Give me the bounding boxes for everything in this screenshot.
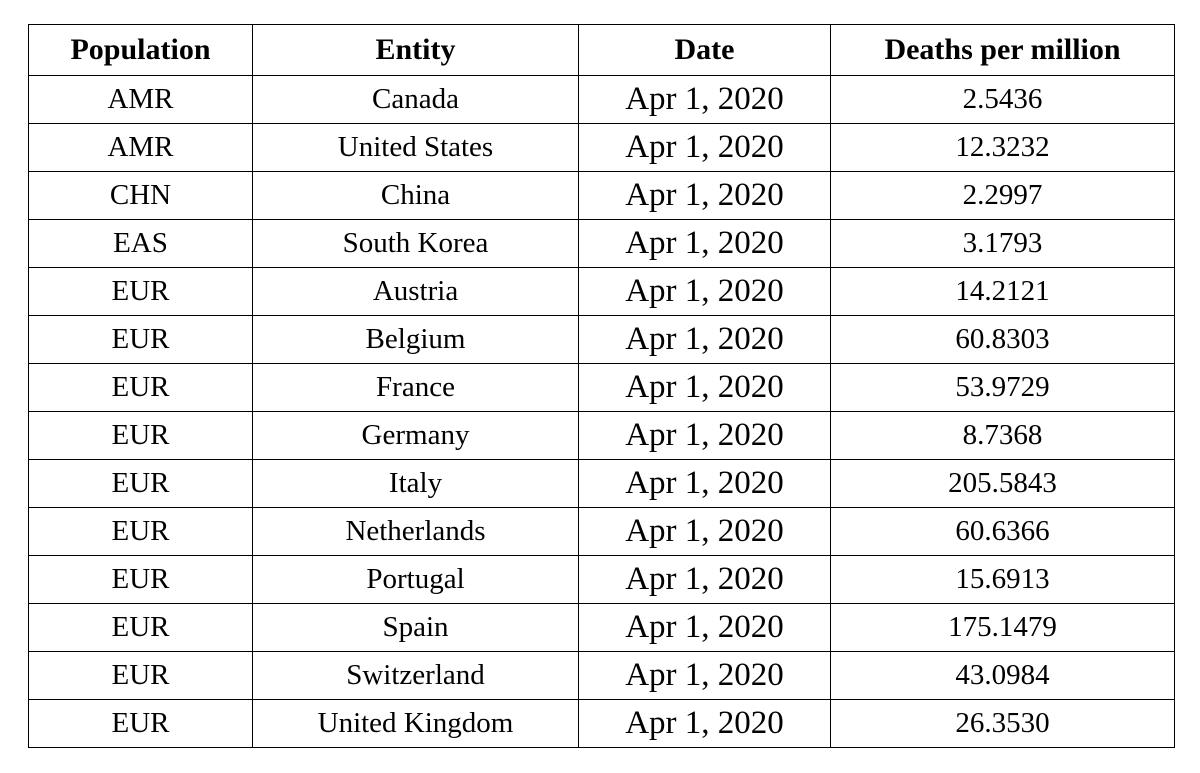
entity-cell: Austria (253, 268, 579, 316)
entity-cell: Netherlands (253, 508, 579, 556)
table-row (29, 268, 1175, 316)
table-row (29, 412, 1175, 460)
population-cell: EUR (29, 604, 253, 652)
date-cell: Apr 1, 2020 (579, 172, 831, 220)
entity-cell: United States (253, 124, 579, 172)
entity-cell: Portugal (253, 556, 579, 604)
table-row (29, 364, 1175, 412)
population-cell: EUR (29, 508, 253, 556)
date-cell: Apr 1, 2020 (579, 508, 831, 556)
population-cell: EUR (29, 412, 253, 460)
population-cell: EUR (29, 364, 253, 412)
population-cell: EUR (29, 460, 253, 508)
population-cell: AMR (29, 124, 253, 172)
population-cell: EUR (29, 652, 253, 700)
deaths-per-million-cell: 53.9729 (831, 364, 1175, 412)
entity-cell: France (253, 364, 579, 412)
entity-cell: Switzerland (253, 652, 579, 700)
column-header-population: Population (29, 25, 253, 76)
date-cell: Apr 1, 2020 (579, 364, 831, 412)
population-cell: AMR (29, 76, 253, 124)
table-row (29, 220, 1175, 268)
header-row (29, 25, 1175, 76)
date-cell: Apr 1, 2020 (579, 220, 831, 268)
deaths-per-million-cell: 12.3232 (831, 124, 1175, 172)
deaths-per-million-cell: 8.7368 (831, 412, 1175, 460)
date-cell: Apr 1, 2020 (579, 124, 831, 172)
population-cell: EUR (29, 316, 253, 364)
column-header-entity: Entity (253, 25, 579, 76)
table-row (29, 508, 1175, 556)
population-cell: EUR (29, 700, 253, 748)
population-cell: EUR (29, 268, 253, 316)
date-cell: Apr 1, 2020 (579, 460, 831, 508)
deaths-per-million-cell: 60.8303 (831, 316, 1175, 364)
entity-cell: Spain (253, 604, 579, 652)
deaths-per-million-cell: 26.3530 (831, 700, 1175, 748)
table-row (29, 604, 1175, 652)
deaths-per-million-cell: 2.2997 (831, 172, 1175, 220)
deaths-per-million-cell: 3.1793 (831, 220, 1175, 268)
deaths-per-million-cell: 2.5436 (831, 76, 1175, 124)
deaths-per-million-cell: 60.6366 (831, 508, 1175, 556)
table-row (29, 700, 1175, 748)
entity-cell: Canada (253, 76, 579, 124)
date-cell: Apr 1, 2020 (579, 700, 831, 748)
table-row (29, 316, 1175, 364)
entity-cell: Italy (253, 460, 579, 508)
date-cell: Apr 1, 2020 (579, 412, 831, 460)
date-cell: Apr 1, 2020 (579, 76, 831, 124)
table-row (29, 172, 1175, 220)
table-row (29, 460, 1175, 508)
population-cell: EUR (29, 556, 253, 604)
column-header-date: Date (579, 25, 831, 76)
table-row (29, 556, 1175, 604)
entity-cell: South Korea (253, 220, 579, 268)
entity-cell: China (253, 172, 579, 220)
deaths-per-million-cell: 15.6913 (831, 556, 1175, 604)
table-row (29, 124, 1175, 172)
entity-cell: United Kingdom (253, 700, 579, 748)
table-row (29, 652, 1175, 700)
table-body (29, 76, 1175, 748)
entity-cell: Germany (253, 412, 579, 460)
date-cell: Apr 1, 2020 (579, 556, 831, 604)
deaths-per-million-cell: 205.5843 (831, 460, 1175, 508)
date-cell: Apr 1, 2020 (579, 604, 831, 652)
deaths-per-million-cell: 43.0984 (831, 652, 1175, 700)
date-cell: Apr 1, 2020 (579, 652, 831, 700)
deaths-per-million-cell: 14.2121 (831, 268, 1175, 316)
population-cell: CHN (29, 172, 253, 220)
population-cell: EAS (29, 220, 253, 268)
deaths-per-million-table (28, 24, 1175, 748)
column-header-deaths-per-million: Deaths per million (831, 25, 1175, 76)
table-header (29, 25, 1175, 76)
entity-cell: Belgium (253, 316, 579, 364)
deaths-per-million-cell: 175.1479 (831, 604, 1175, 652)
date-cell: Apr 1, 2020 (579, 316, 831, 364)
table-row (29, 76, 1175, 124)
date-cell: Apr 1, 2020 (579, 268, 831, 316)
data-table-container (28, 24, 1174, 748)
